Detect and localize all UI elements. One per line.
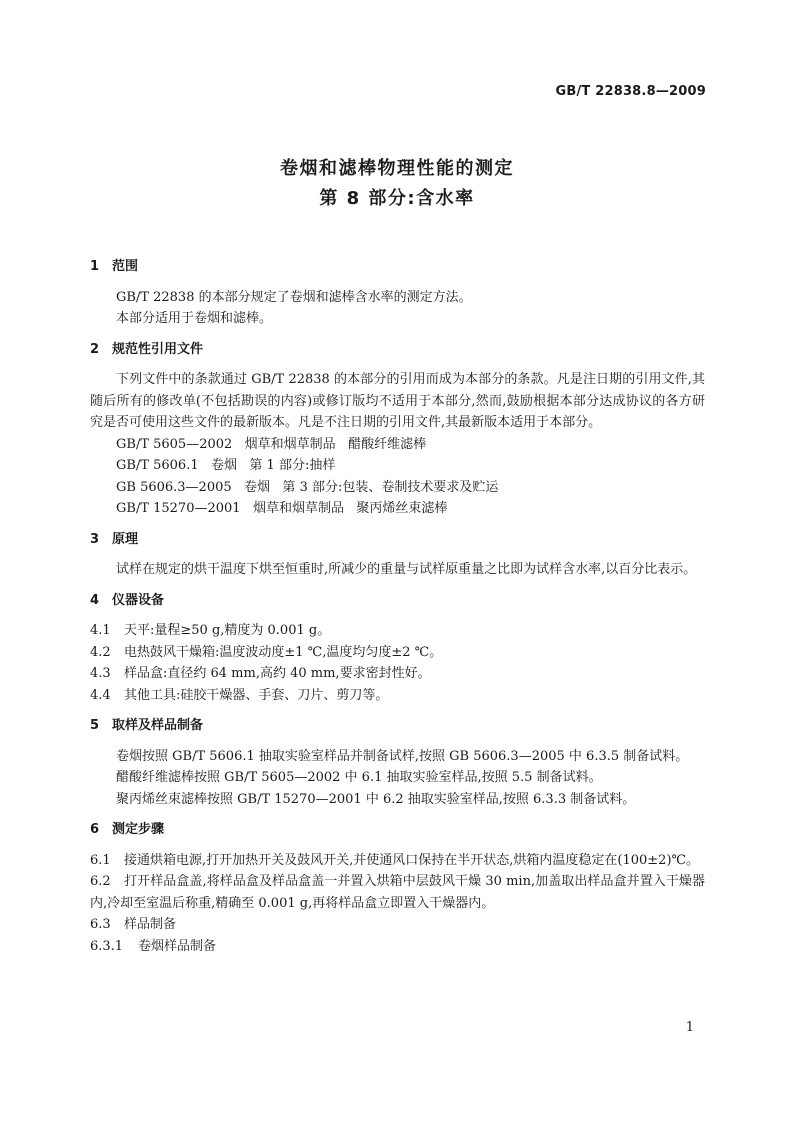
- section-heading-apparatus: 4 仪器设备: [90, 592, 165, 608]
- list-item: 6.3.1 卷烟样品制备: [90, 938, 217, 954]
- section-heading-sampling: 5 取样及样品制备: [90, 718, 204, 733]
- list-item: 4.4 其他工具:硅胶干燥器、手套、刀片、剪刀等。: [90, 687, 389, 703]
- paragraph: GB/T 22838 的本部分规定了卷烟和滤棒含水率的测定方法。: [116, 289, 472, 305]
- paragraph: 聚丙烯丝束滤棒按照 GB/T 15270—2001 中 6.2 抽取实验室样品,按照 6.3.3 制备试料。: [116, 791, 636, 807]
- reference-item: GB/T 5605—2002 烟草和烟草制品 醋酸纤维滤棒: [116, 436, 427, 452]
- list-item: 6.1 接通烘箱电源,打开加热开关及鼓风开关,并使通风口保持在半开状态,烘箱内温度稳定在(100±2)℃。: [90, 852, 700, 868]
- reference-item: GB/T 5606.1 卷烟 第 1 部分:抽样: [116, 458, 336, 473]
- paragraph: 下列文件中的条款通过 GB/T 22838 的本部分的引用而成为本部分的条款。凡是注日期的引用文件,其随后所有的修改单(不包括勘误的内容)或修订版均不适用于本部分,然而,鼓励根据本部分达成协议的各方研究是否可使用这些文件的最新版本。凡是不注日期的引用文件,其最新版本适用于本部分。: [90, 372, 705, 430]
- reference-item: GB 5606.3—2005 卷烟 第 3 部分:包装、卷制技术要求及贮运: [116, 479, 499, 495]
- document-subtitle: 第 8 部分:含水率: [319, 188, 475, 209]
- paragraph: 醋酸纤维滤棒按照 GB/T 5605—2002 中 6.1 抽取实验室样品,按照 5.5 制备试料。: [116, 770, 602, 785]
- list-item: 6.3 样品制备: [90, 917, 177, 932]
- list-item: 4.2 电热鼓风干燥箱:温度波动度±1 ℃,温度均匀度±2 ℃。: [90, 644, 443, 660]
- list-item: 4.3 样品盒:直径约 64 mm,高约 40 mm,要求密封性好。: [90, 666, 431, 681]
- section-heading-scope: 1 范围: [90, 259, 139, 274]
- list-item: 4.1 天平:量程≥50 g,精度为 0.001 g。: [90, 623, 331, 638]
- reference-item: GB/T 15270—2001 烟草和烟草制品 聚丙烯丝束滤棒: [116, 501, 448, 516]
- document-body: [90, 247, 705, 957]
- paragraph: 试样在规定的烘干温度下烘至恒重时,所减少的重量与试样原重量之比即为试样含水率,以百分比表示。: [116, 562, 697, 577]
- list-item: 6.2 打开样品盒盖,将样品盒及样品盒盖一并置入烘箱中层鼓风干燥 30 min,加盖取出样品盒并置入干燥器内,冷却至室温后称重,精确至 0.001 g,再将样品盒立即置入干燥器内。: [90, 874, 705, 911]
- paragraph: 本部分适用于卷烟和滤棒。: [116, 311, 273, 326]
- section-heading-references: 2 规范性引用文件: [90, 341, 204, 357]
- standard-code: GB/T 22838.8—2009: [555, 84, 706, 99]
- section-heading-procedure: 6 测定步骤: [90, 822, 165, 837]
- section-heading-principle: 3 原理: [90, 531, 139, 547]
- page-number: 1: [685, 1020, 694, 1035]
- document-title: 卷烟和滤棒物理性能的测定: [280, 158, 514, 179]
- paragraph: 卷烟按照 GB/T 5606.1 抽取实验室样品并制备试样,按照 GB 5606.3—2005 中 6.3.5 制备试料。: [116, 748, 689, 764]
